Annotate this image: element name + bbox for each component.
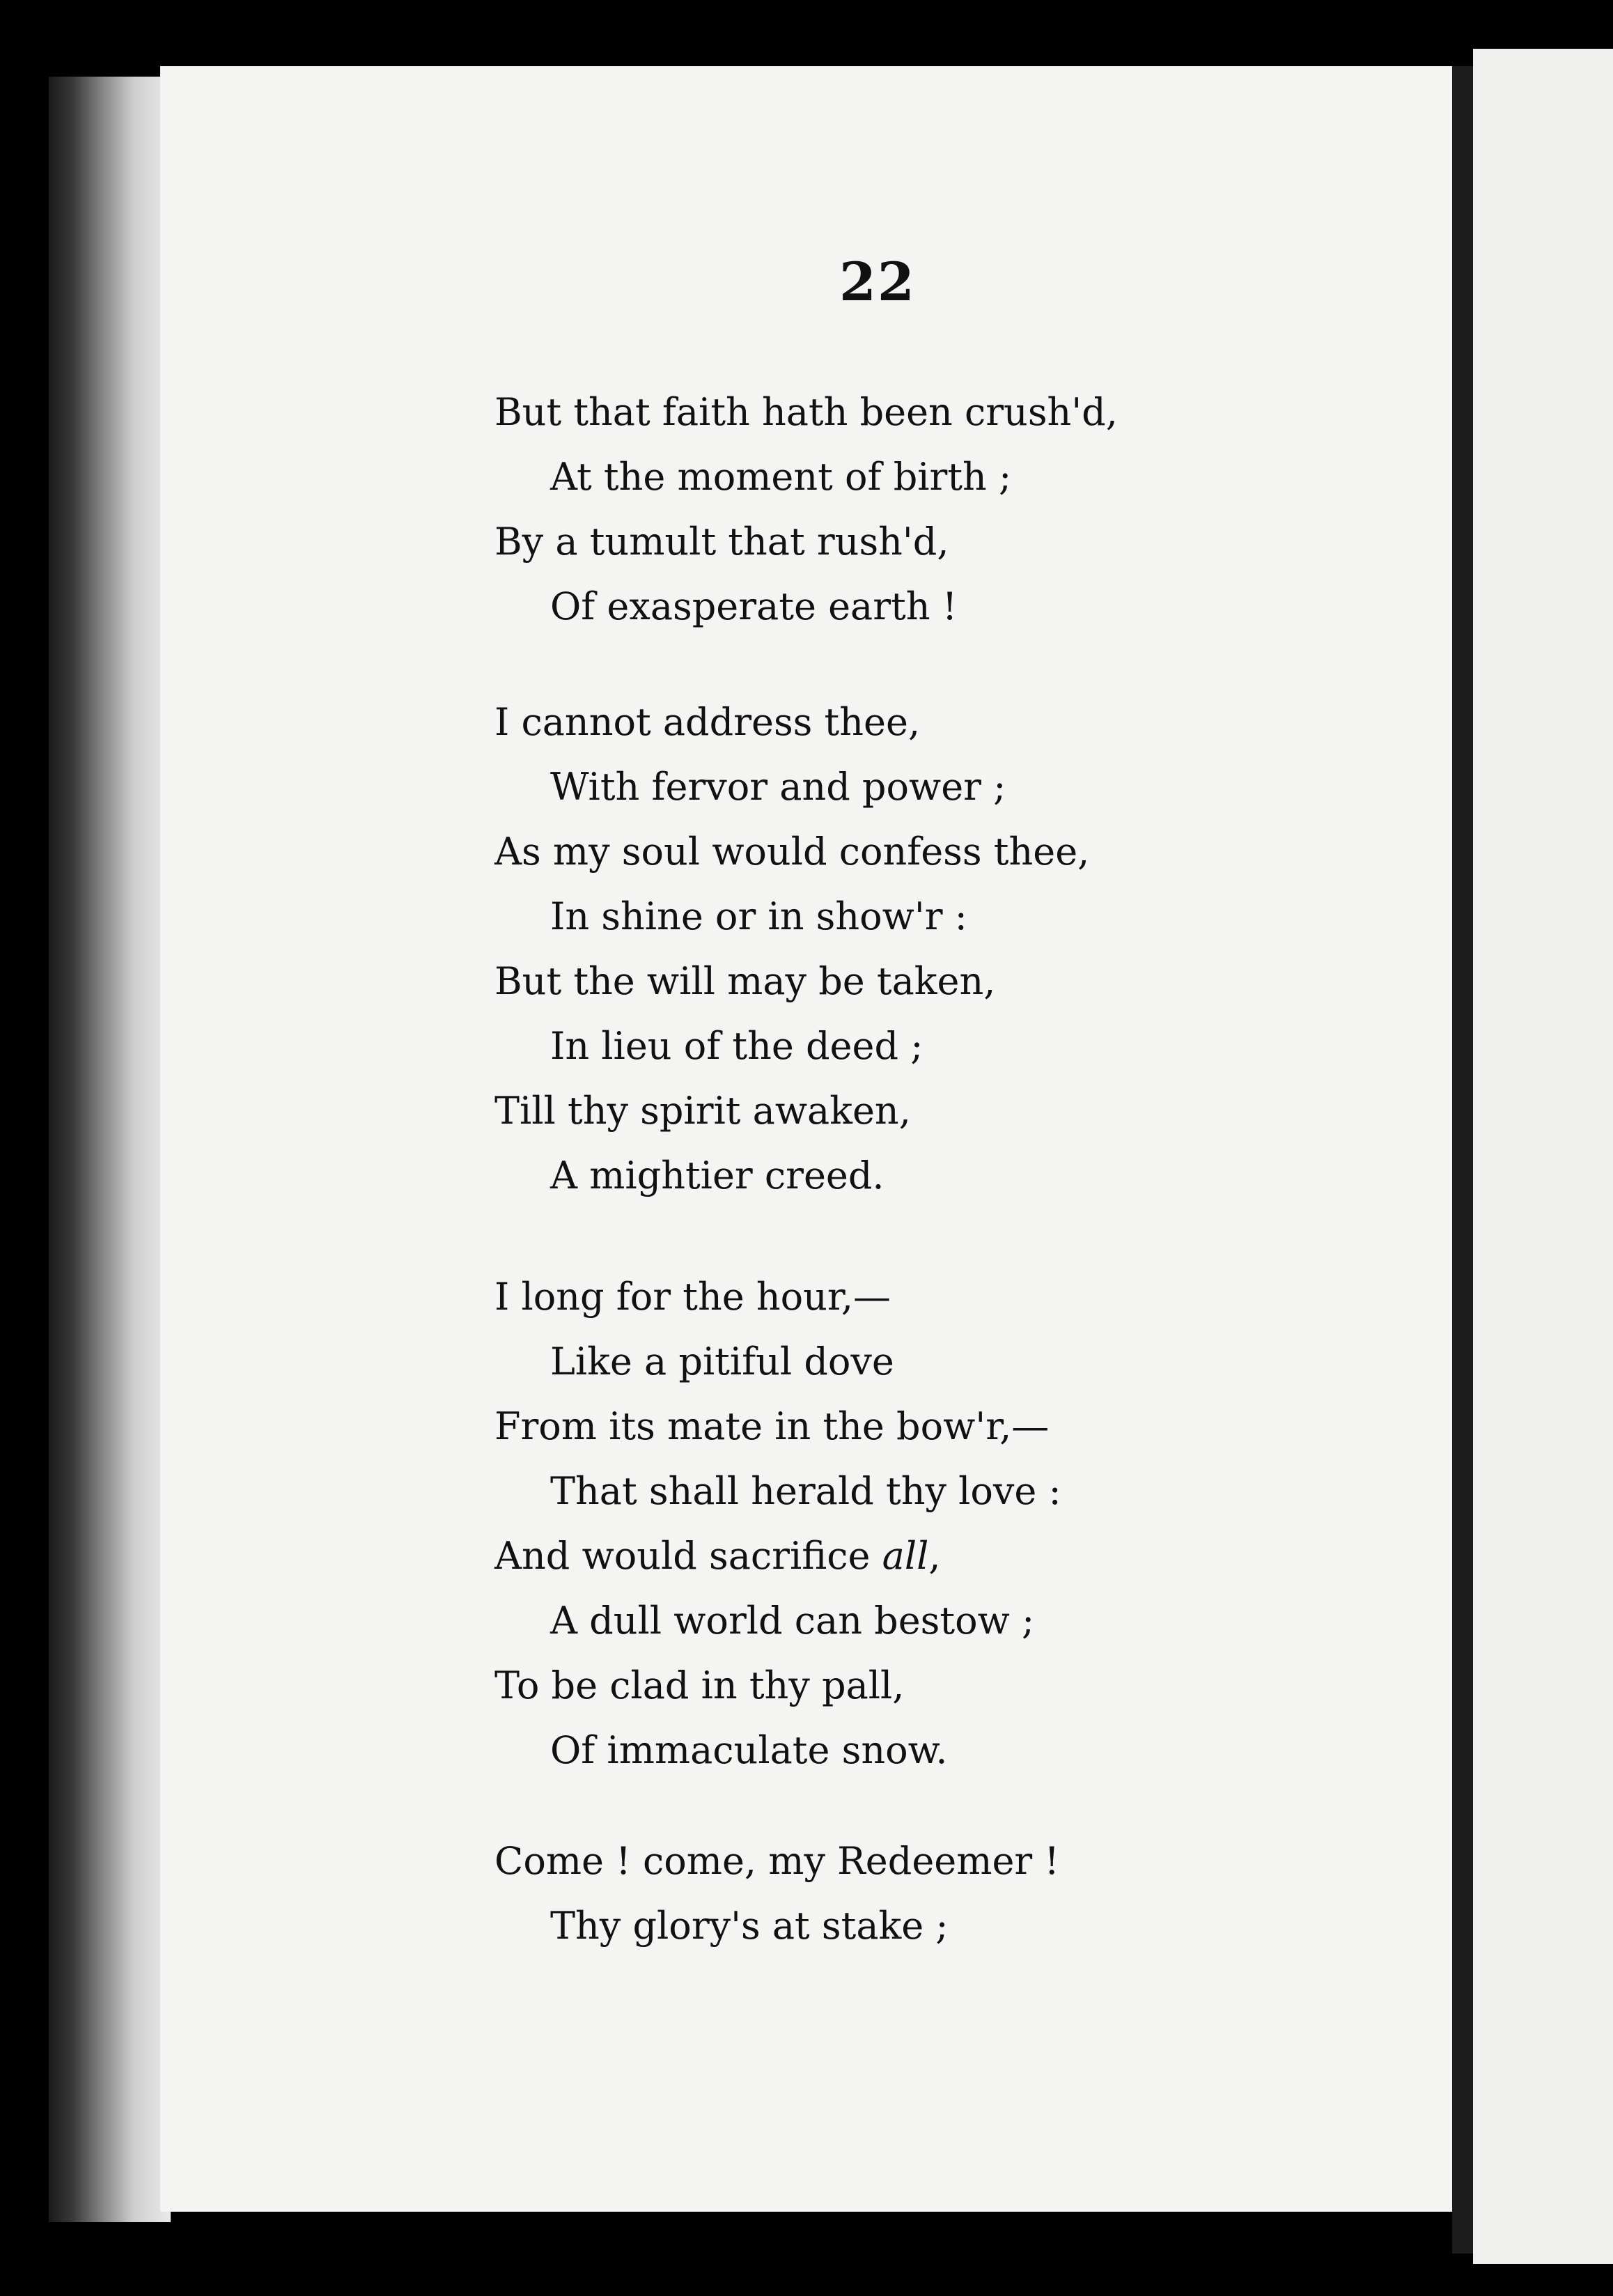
stanza-4 — [494, 1829, 1059, 1958]
verse-line: A mightier creed. — [550, 1154, 885, 1197]
verse-line: I long for the hour,— — [494, 1275, 891, 1319]
verse-punctuation: , — [928, 1534, 941, 1578]
verse-line: To be clad in thy pall, — [494, 1663, 905, 1707]
verse-line: Of exasperate earth ! — [550, 584, 958, 628]
emphasized-word: all — [882, 1534, 929, 1578]
stanza-2 — [494, 690, 1089, 1208]
verse-line: From its mate in the bow'r,— — [494, 1404, 1050, 1448]
verse-line — [494, 1523, 1061, 1588]
stanza-3 — [494, 1264, 1061, 1783]
verse-line: Of immaculate snow. — [550, 1728, 948, 1772]
verse-line: In lieu of the deed ; — [550, 1024, 924, 1068]
verse-line: With fervor and power ; — [550, 765, 1006, 809]
verse-line: As my soul would confess thee, — [494, 830, 1090, 874]
verse-line: At the moment of birth ; — [550, 455, 1012, 499]
verse-line: Come ! come, my Redeemer ! — [494, 1839, 1060, 1883]
verse-line: But the will may be taken, — [494, 959, 996, 1003]
verse-line: A dull world can bestow ; — [550, 1599, 1035, 1643]
stanza-1 — [494, 380, 1118, 639]
verse-line: Till thy spirit awaken, — [494, 1089, 911, 1133]
verse-line: I cannot address thee, — [494, 700, 921, 744]
verse-line: By a tumult that rush'd, — [494, 520, 949, 564]
verse-line: But that faith hath been crush'd, — [494, 390, 1118, 434]
verse-text: And would sacrifice — [494, 1534, 882, 1578]
verse-line: Thy glory's at stake ; — [550, 1904, 949, 1948]
verse-line: That shall herald thy love : — [550, 1469, 1061, 1513]
page-number: 22 — [839, 251, 916, 313]
verse-line: Like a pitiful dove — [550, 1340, 894, 1383]
verse-line: In shine or in show'r : — [550, 894, 967, 938]
